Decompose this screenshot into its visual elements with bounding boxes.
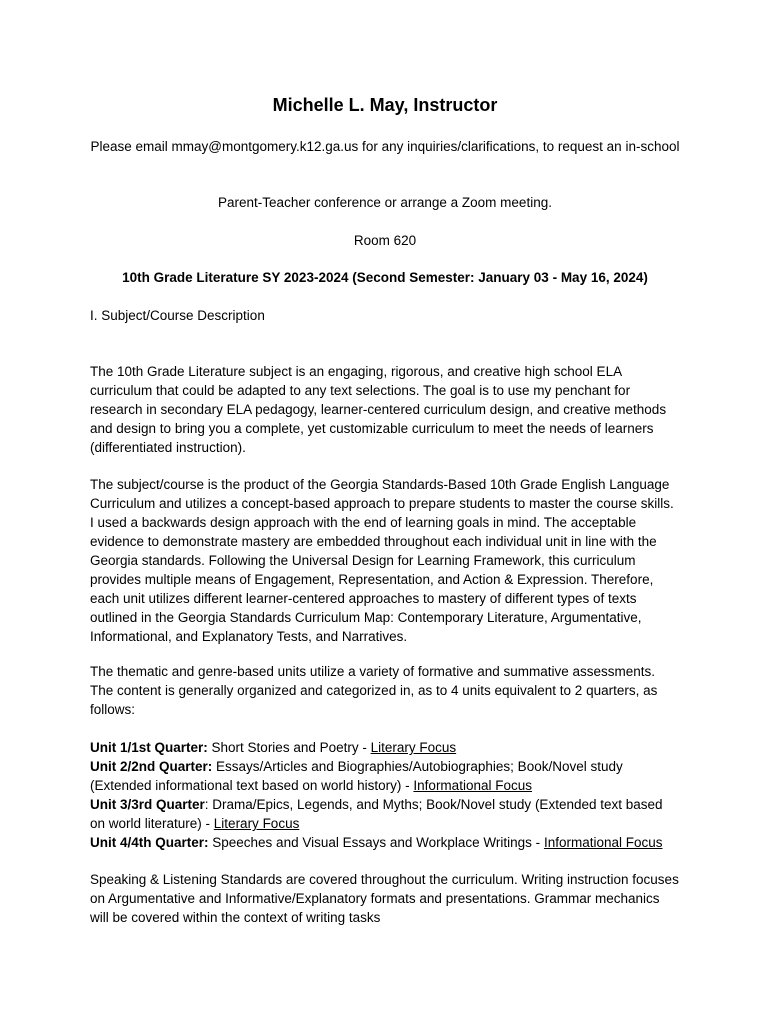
description-paragraph-2: The subject/course is the product of the Georgia Standards-Based 10th Grade English Language Curriculum and utilizes a concept-based approach to prepare students to master the course skills. I used a backwards design approach with the end of learning goals in mind. The acceptable evidence to demonstrate mastery are embedded throughout each individual unit in line with the Georgia standards. Following the Universal Design for Learning Framework, this curriculum provides multiple means of Engagement, Representation, and Action & Expression. Therefore, each unit utilizes different learner-centered approaches to mastery of different types of texts outlined in the Georgia Standards Curriculum Map: Contemporary Literature, Argumentative, Informational, and Explanatory Tests, and Narratives. (90, 477, 674, 644)
section-heading: I. Subject/Course Description (90, 308, 265, 323)
conference-line: Parent-Teacher conference or arrange a Zoom meeting. (218, 195, 552, 210)
unit-text: Essays/Articles and Biographies/Autobiographies; Book/Novel study (Extended informational text based on world history) - (90, 759, 623, 793)
description-paragraph-1: The 10th Grade Literature subject is an engaging, rigorous, and creative high school ELA curriculum that could be adapted to any text selections. The goal is to use my penchant for research in secondary ELA pedagogy, learner-centered curriculum design, and creative methods and design to bring you a complete, yet customizable curriculum to meet the needs of learners (differentiated instruction). (90, 364, 667, 455)
page-title: Michelle L. May, Instructor (272, 95, 498, 115)
description-paragraph-3: The thematic and genre-based units utilize a variety of formative and summative assessments. The content is generally organized and categorized in, as to 4 units equivalent to 2 quarters, as follows: (90, 664, 658, 717)
focus-link[interactable]: Informational Focus (543, 835, 663, 850)
contact-email-line: Please email mmay@montgomery.k12.ga.us for any inquiries/clarifications, to request an in-school (90, 139, 680, 154)
unit-label: Unit 1/1st Quarter: (90, 740, 208, 755)
unit-label: Unit 4/4th Quarter: (90, 835, 209, 850)
unit-item (90, 738, 680, 757)
course-title-line: 10th Grade Literature SY 2023-2024 (Second Semester: January 03 - May 16, 2024) (122, 270, 648, 285)
unit-text: Speeches and Visual Essays and Workplace Writings - (208, 835, 544, 850)
unit-item (90, 833, 680, 852)
focus-link[interactable]: Literary Focus (370, 740, 457, 755)
unit-label: Unit 2/2nd Quarter: (90, 759, 213, 774)
units-list (90, 738, 680, 852)
focus-link[interactable]: Literary Focus (213, 816, 300, 831)
unit-text: Short Stories and Poetry - (207, 740, 371, 755)
unit-text: : Drama/Epics, Legends, and Myths; Book/Novel study (Extended text based on world literature) - (90, 797, 663, 831)
unit-label: Unit 3/3rd Quarter (90, 797, 205, 812)
room-number: Room 620 (353, 233, 417, 248)
unit-item (90, 795, 680, 833)
focus-link[interactable]: Informational Focus (413, 778, 532, 793)
description-paragraph-4: Speaking & Listening Standards are covered throughout the curriculum. Writing instruction focuses on Argumentative and Informative/Explanatory formats and presentations. Grammar mechanics will be covered within the context of writing tasks (90, 872, 679, 925)
unit-item (90, 757, 680, 795)
